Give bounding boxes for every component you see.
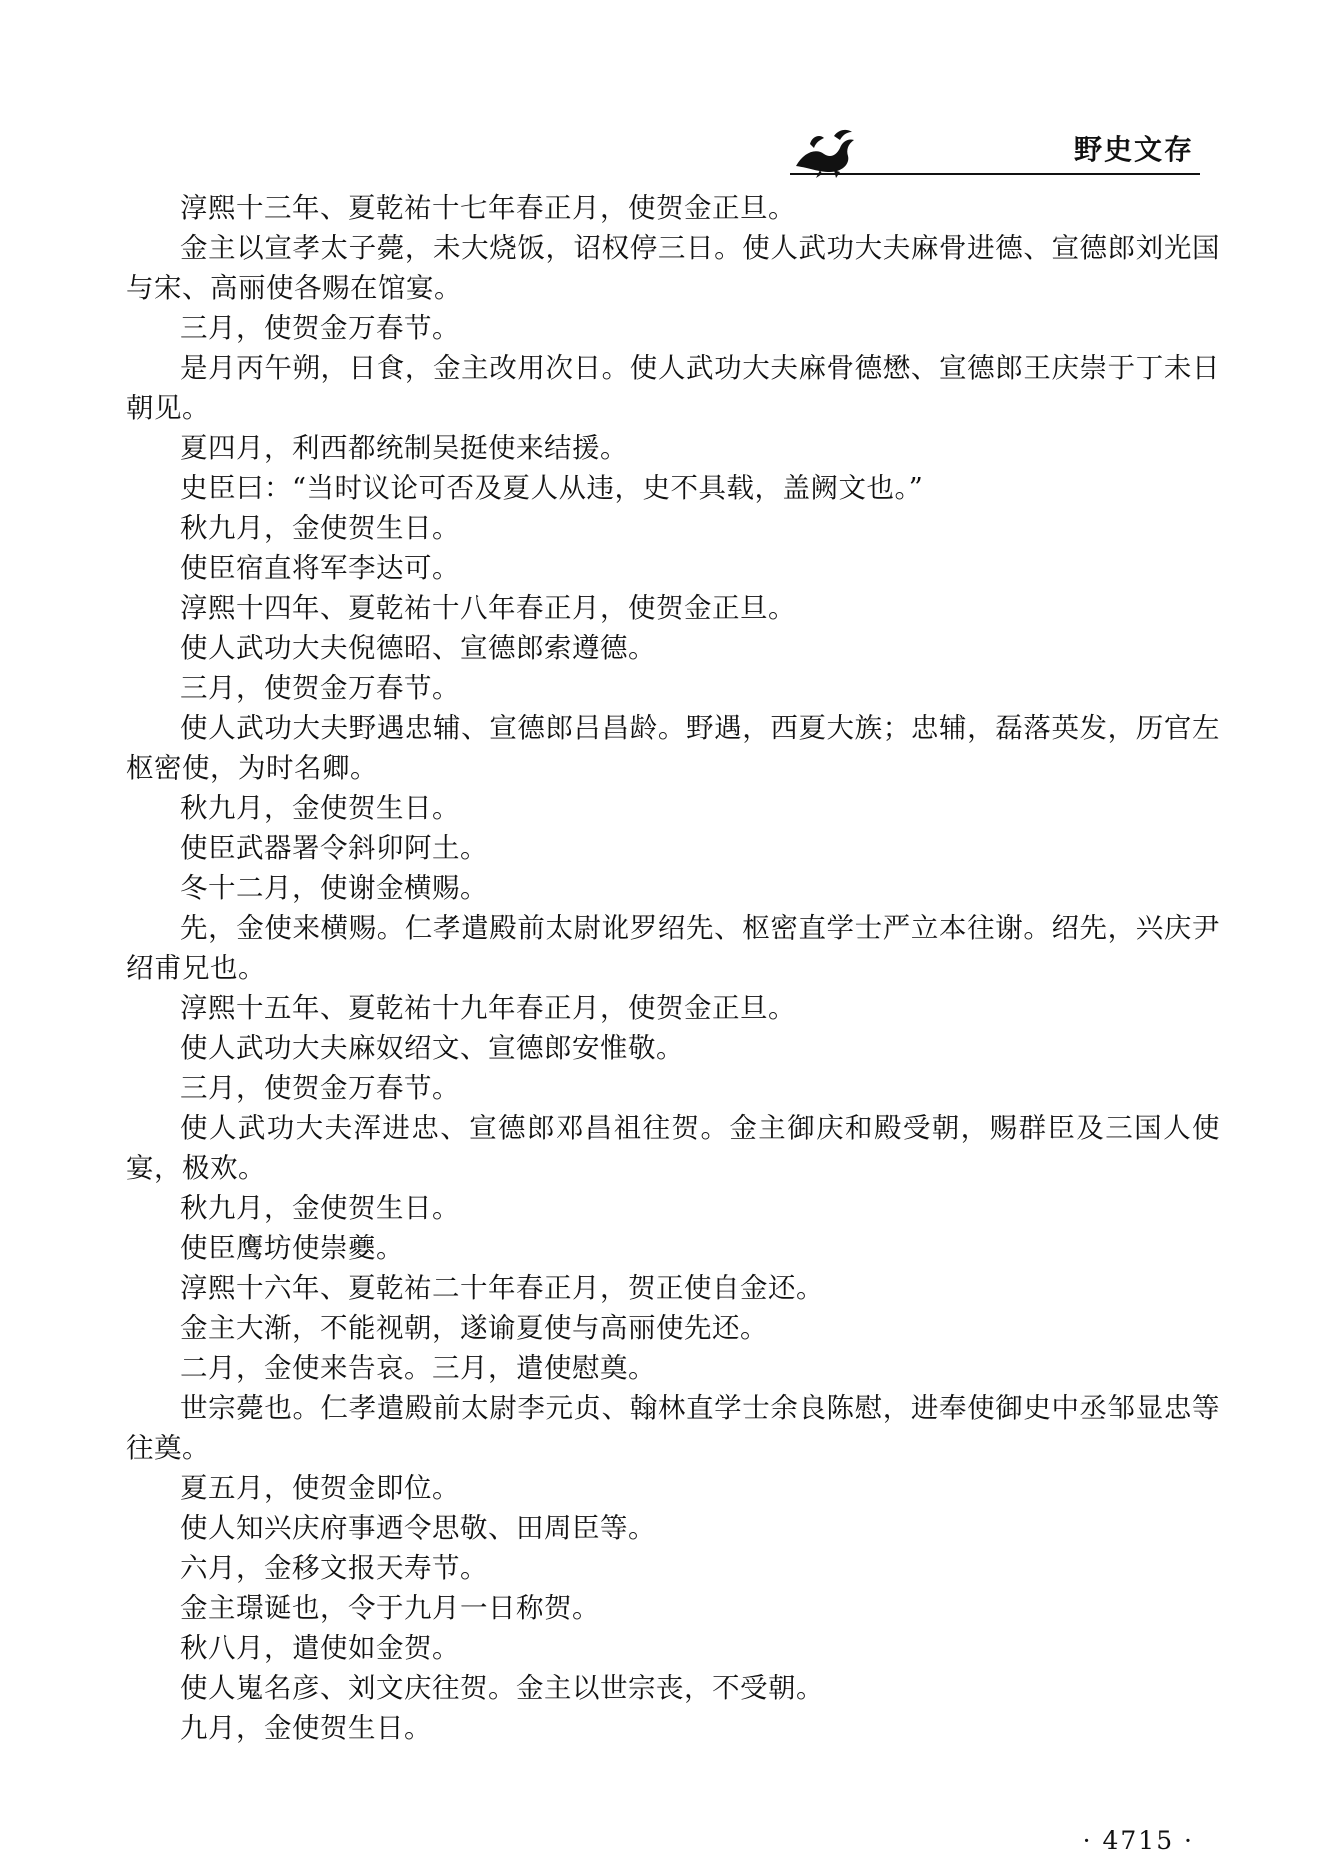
paragraph: 史臣曰：“当时议论可否及夏人从违，史不具载，盖阙文也。”	[180, 472, 924, 504]
paragraph: 是月丙午朔，日食，金主改用次日。使人武功大夫麻骨德懋、宣德郎王庆崇于丁未日朝见。	[126, 352, 1220, 424]
paragraph: 使人知兴庆府事迺令思敬、田周臣等。	[180, 1512, 656, 1544]
paragraph: 九月，金使贺生日。	[180, 1712, 432, 1744]
dragon-emblem-icon	[790, 126, 860, 178]
paragraph: 夏四月，利西都统制吴挺使来结援。	[180, 432, 628, 464]
paragraph: 六月，金移文报天寿节。	[180, 1552, 488, 1584]
running-header-title: 野史文存	[1073, 133, 1194, 166]
header-rule	[790, 173, 1200, 175]
paragraph: 使人武功大夫野遇忠辅、宣德郎吕昌龄。野遇，西夏大族；忠辅，磊落英发，历官左枢密使，为时名卿。	[126, 712, 1220, 784]
paragraph: 秋八月，遣使如金贺。	[180, 1632, 460, 1664]
paragraph: 使人武功大夫倪德昭、宣德郎索遵德。	[180, 632, 656, 664]
paragraph: 使臣武器署令斜卯阿土。	[180, 832, 488, 864]
paragraph: 淳熙十四年、夏乾祐十八年春正月，使贺金正旦。	[180, 592, 796, 624]
paragraph: 三月，使贺金万春节。	[180, 312, 460, 344]
paragraph: 金主大渐，不能视朝，遂谕夏使与高丽使先还。	[180, 1312, 768, 1344]
paragraph: 金主璟诞也，令于九月一日称贺。	[180, 1592, 600, 1624]
paragraph: 秋九月，金使贺生日。	[180, 792, 460, 824]
paragraph: 使臣鹰坊使崇夔。	[180, 1232, 404, 1264]
body-text	[126, 188, 1220, 1748]
paragraph: 秋九月，金使贺生日。	[180, 512, 460, 544]
paragraph: 三月，使贺金万春节。	[180, 672, 460, 704]
paragraph: 使臣宿直将军李达可。	[180, 552, 460, 584]
paragraph: 夏五月，使贺金即位。	[180, 1472, 460, 1504]
paragraph: 使人嵬名彦、刘文庆往贺。金主以世宗丧，不受朝。	[180, 1672, 824, 1704]
paragraph: 三月，使贺金万春节。	[180, 1072, 460, 1104]
paragraph: 使人武功大夫麻奴绍文、宣德郎安惟敬。	[180, 1032, 684, 1064]
page-number: · 4715 ·	[1082, 1826, 1194, 1855]
paragraph: 淳熙十六年、夏乾祐二十年春正月，贺正使自金还。	[180, 1272, 824, 1304]
paragraph: 淳熙十五年、夏乾祐十九年春正月，使贺金正旦。	[180, 992, 796, 1024]
paragraph: 二月，金使来告哀。三月，遣使慰奠。	[180, 1352, 656, 1384]
paragraph: 金主以宣孝太子薨，未大烧饭，诏权停三日。使人武功大夫麻骨进德、宣德郎刘光国与宋、高丽使各赐在馆宴。	[126, 232, 1220, 304]
paragraph: 秋九月，金使贺生日。	[180, 1192, 460, 1224]
paragraph: 淳熙十三年、夏乾祐十七年春正月，使贺金正旦。	[180, 192, 796, 224]
paragraph: 世宗薨也。仁孝遣殿前太尉李元贞、翰林直学士余良陈慰，进奉使御史中丞邹显忠等往奠。	[126, 1392, 1220, 1464]
paragraph: 先，金使来横赐。仁孝遣殿前太尉讹罗绍先、枢密直学士严立本往谢。绍先，兴庆尹绍甫兄也。	[126, 912, 1220, 984]
paragraph: 使人武功大夫浑进忠、宣德郎邓昌祖往贺。金主御庆和殿受朝，赐群臣及三国人使宴，极欢。	[126, 1112, 1220, 1184]
running-header	[790, 118, 1200, 178]
paragraph: 冬十二月，使谢金横赐。	[180, 872, 488, 904]
